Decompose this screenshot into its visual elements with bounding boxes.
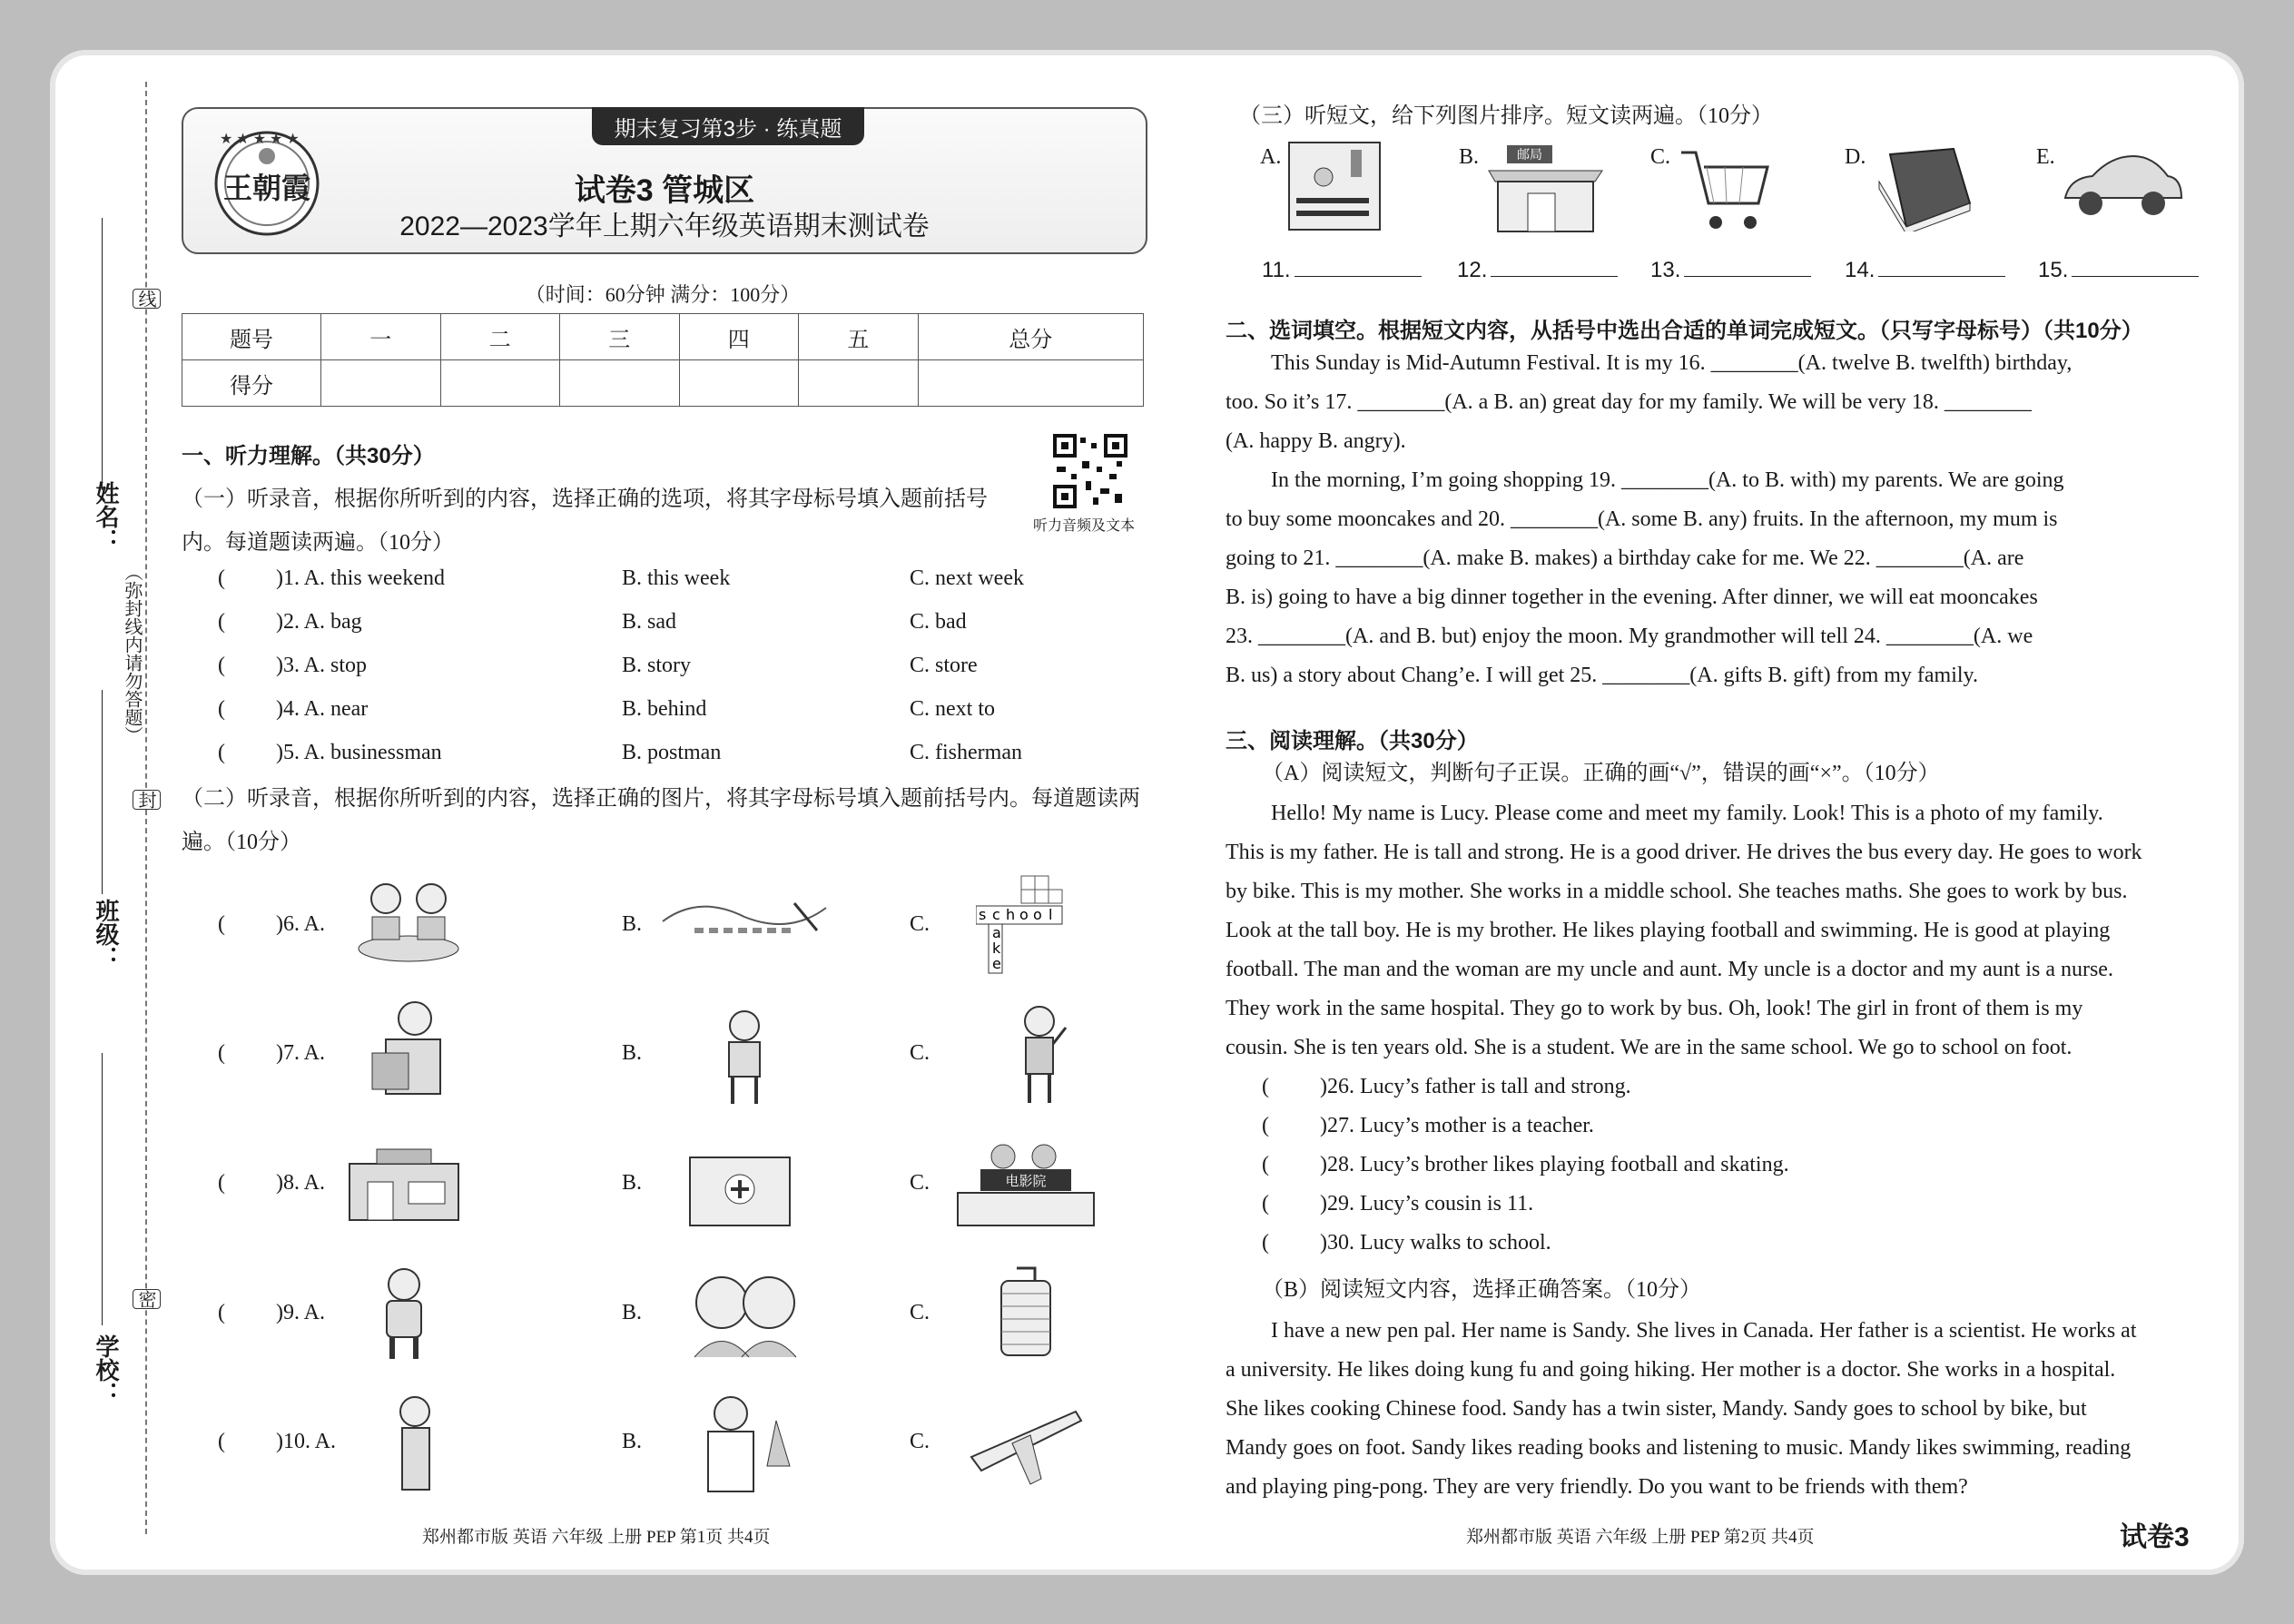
suitcase-picture	[994, 1266, 1058, 1366]
pic-label-d: D.	[1845, 145, 1866, 169]
part1-sec3-instruction: （三）听短文，给下列图片排序。短文读两遍。（10分）	[1239, 104, 1773, 128]
car-picture	[2061, 153, 2183, 225]
svg-text:a: a	[992, 924, 1001, 941]
exam-time: （时间：60分钟 满分：100分）	[525, 283, 801, 306]
option-c: C.	[910, 912, 930, 936]
answer-paren: (	[218, 1041, 225, 1065]
passage-b	[1226, 1318, 2188, 1513]
shop-picture	[340, 1146, 468, 1227]
option-c: C. next to	[910, 697, 995, 721]
option-a: )5. A. businessman	[276, 741, 442, 764]
option-b: B.	[622, 912, 643, 936]
passage-line: 23. ________(A. and B. but) enjoy the moon. My grandmother will tell 24. ________(A. we	[1226, 625, 2033, 648]
list-item	[1262, 1230, 1789, 1269]
option-b: B. this week	[622, 566, 731, 590]
score-header-cell: 总分	[918, 314, 1143, 360]
answer-paren: (	[1262, 1153, 1269, 1176]
list-item	[218, 912, 325, 937]
passage-line: to buy some mooncakes and 20. ________(A. some B. any) fruits. In the afternoon, my mum is	[1226, 507, 2058, 531]
passage-line: football. The man and the woman are my uncle and aunt. My uncle is a doctor and my aunt is a nurse.	[1226, 958, 2113, 981]
option-c: C. fisherman	[910, 741, 1022, 764]
svg-text:邮局: 邮局	[1517, 148, 1542, 162]
option-b: B.	[622, 1301, 643, 1324]
passage-line: She likes cooking Chinese food. Sandy has a twin sister, Mandy. Sandy goes to school by bike, but	[1226, 1397, 2087, 1421]
option-c: C.	[910, 1171, 930, 1195]
order-item-15	[2038, 256, 2202, 283]
option-b: B.	[622, 1171, 643, 1195]
astronaut-picture	[372, 1266, 436, 1366]
answer-paren: (	[218, 566, 225, 590]
list-item	[218, 566, 445, 591]
score-cell[interactable]	[679, 360, 799, 407]
exam-title: 试卷3 管城区	[574, 173, 755, 208]
score-header-cell: 二	[440, 314, 560, 360]
part1-title: 一、听力理解。（共30分）	[182, 444, 435, 468]
option-a: )6. A.	[276, 912, 325, 936]
hands-drawing-picture	[658, 885, 831, 962]
passage-line: B. us) a story about Chang’e. I will get 25. ________(A. gifts B. gift) from my family.	[1226, 664, 1978, 687]
answer-paren: (	[218, 1301, 225, 1324]
answer-paren: (	[218, 741, 225, 764]
option-b: B.	[622, 1430, 643, 1453]
answer-paren: (	[218, 1171, 225, 1195]
order-item-13	[1650, 256, 1815, 283]
answer-paren: (	[1262, 1075, 1269, 1098]
score-cell[interactable]	[799, 360, 919, 407]
secret-mark: 密	[133, 1289, 161, 1309]
class-blank[interactable]	[102, 690, 103, 894]
answer-paren: (	[218, 697, 225, 721]
paper-number-badge: 试卷3	[2120, 1522, 2190, 1552]
pic-label-c: C.	[1650, 145, 1671, 169]
svg-text:h: h	[1006, 906, 1016, 923]
item-number: 11.	[1262, 258, 1291, 282]
score-table	[182, 313, 1144, 407]
answer-paren: (	[1262, 1114, 1269, 1137]
score-header-cell: 五	[799, 314, 919, 360]
part2-title: 二、选词填空。根据短文内容，从括号中选出合适的单词完成短文。（只写字母标号）（共10分）	[1226, 319, 2143, 343]
list-item	[218, 1301, 325, 1325]
score-header-cell: 题号	[182, 314, 321, 360]
passage-line: This is my father. He is tall and strong. He is a good driver. He drives the bus every day. He goes to work	[1226, 841, 2142, 864]
school-blank[interactable]	[102, 1053, 103, 1325]
woman-with-bag-picture	[359, 999, 458, 1103]
judge-list	[1262, 1074, 1789, 1269]
svg-text:★ ★ ★ ★ ★: ★ ★ ★ ★ ★	[220, 132, 300, 147]
boy-standing-picture	[713, 1008, 776, 1112]
order-item-11	[1262, 256, 1425, 283]
option-b: B. postman	[622, 741, 722, 764]
option-c: C.	[910, 1301, 930, 1324]
score-header-cell: 三	[560, 314, 680, 360]
passage-line: Look at the tall boy. He is my brother. He likes playing football and swimming. He is good at playing	[1226, 919, 2111, 942]
list-item	[1262, 1113, 1789, 1152]
answer-blank[interactable]	[1878, 256, 2005, 277]
judge-statement: )26. Lucy’s father is tall and strong.	[1320, 1075, 1631, 1098]
exam-subtitle: 2022—2023学年上期六年级英语期末测试卷	[399, 212, 930, 241]
svg-text:o: o	[1033, 906, 1042, 923]
judge-statement: )27. Lucy’s mother is a teacher.	[1320, 1114, 1594, 1137]
order-item-12	[1457, 256, 1621, 283]
name-blank[interactable]	[102, 218, 103, 490]
line-mark: 线	[133, 289, 161, 309]
shopping-cart-picture	[1679, 145, 1770, 241]
judge-statement: )29. Lucy’s cousin is 11.	[1320, 1192, 1534, 1216]
score-cell[interactable]	[918, 360, 1143, 407]
list-item	[218, 1430, 336, 1454]
item-number: 15.	[2038, 258, 2069, 282]
svg-text:l: l	[1049, 906, 1053, 923]
cinema-picture	[953, 1142, 1098, 1233]
passage-line: (A. happy B. angry).	[1226, 429, 1406, 453]
svg-text:o: o	[1019, 906, 1029, 923]
option-a: )1. A. this weekend	[276, 566, 445, 590]
person-phone-picture	[386, 1393, 449, 1498]
list-item	[218, 697, 368, 722]
answer-blank[interactable]	[1491, 256, 1618, 277]
option-a: )10. A.	[276, 1430, 336, 1453]
pic-label-e: E.	[2036, 145, 2055, 169]
item-number: 12.	[1457, 258, 1488, 282]
list-item	[1262, 1152, 1789, 1191]
option-b: B.	[622, 1041, 643, 1065]
option-a: )9. A.	[276, 1301, 325, 1324]
svg-text:c: c	[992, 906, 1000, 923]
pic-label-b: B.	[1459, 145, 1480, 169]
list-item	[218, 610, 362, 635]
option-c: C. bad	[910, 610, 967, 634]
option-b: B. behind	[622, 697, 707, 721]
passage-line: I have a new pen pal. Her name is Sandy. She lives in Canada. Her father is a scientist. He works at	[1271, 1319, 2137, 1343]
answer-paren: (	[218, 610, 225, 634]
grandparents-picture	[685, 1266, 803, 1366]
answer-paren: (	[218, 912, 225, 936]
passage-line: a university. He likes doing kung fu and going hiking. Her mother is a doctor. She works in a hospital.	[1226, 1358, 2116, 1382]
hospital-picture	[681, 1139, 799, 1235]
school-label: 学校：	[92, 1334, 119, 1405]
option-c: C.	[910, 1041, 930, 1065]
qr-caption: 听力音频及文本	[1033, 518, 1136, 534]
option-a: )4. A. near	[276, 697, 369, 721]
answer-paren: (	[1262, 1231, 1269, 1255]
list-item	[218, 1041, 325, 1066]
svg-text:电影院: 电影院	[1005, 1173, 1047, 1189]
qr-code-icon[interactable]	[1053, 434, 1127, 508]
logo-text: 王朝霞	[222, 171, 311, 205]
part2-passage	[1226, 350, 2188, 702]
passage-line: by bike. This is my mother. She works in a middle school. She teaches maths. She goes to work by bus.	[1226, 880, 2128, 903]
passage-line: going to 21. ________(A. make B. makes) a birthday cake for me. We 22. ________(A. are	[1226, 546, 2024, 570]
plane-picture	[967, 1393, 1085, 1498]
score-cell[interactable]	[321, 360, 441, 407]
score-row-label: 得分	[182, 360, 321, 407]
score-cell[interactable]	[440, 360, 560, 407]
answer-blank[interactable]	[1295, 256, 1422, 277]
passage-line: cousin. She is ten years old. She is a student. We are in the same school. We go to school on foot.	[1226, 1036, 2072, 1059]
option-c: C. next week	[910, 566, 1024, 590]
option-c: C.	[910, 1430, 930, 1453]
post-office-picture	[1484, 143, 1607, 239]
answer-blank[interactable]	[1684, 256, 1811, 277]
option-a: )8. A.	[276, 1171, 325, 1195]
step-tag: 期末复习第3步 · 练真题	[592, 107, 864, 145]
crossing-road-picture	[1287, 141, 1383, 238]
svg-text:e: e	[992, 955, 1001, 972]
option-c: C. store	[910, 654, 978, 677]
score-header-cell: 一	[321, 314, 441, 360]
exam-header	[182, 107, 1147, 254]
passage-line: They work in the same hospital. They go to work by bus. Oh, look! The girl in front of them is my	[1226, 997, 2083, 1020]
part1-sec2-instruction: （二）听录音，根据你所听到的内容，选择正确的图片，将其字母标号填入题前括号内。每道题读两遍。（10分）	[182, 787, 1140, 854]
judge-statement: )28. Lucy’s brother likes playing football and skating.	[1320, 1153, 1789, 1176]
seal-mark: 封	[133, 790, 161, 810]
answer-paren: (	[218, 1430, 225, 1453]
scientist-microscope-picture	[690, 1393, 808, 1498]
footer-left: 郑州都市版 英语 六年级 上册 PEP 第1页 共4页	[422, 1528, 771, 1547]
passage-line: This Sunday is Mid-Autumn Festival. It is my 16. ________(A. twelve B. twelfth) birthday,	[1271, 351, 2072, 375]
judge-statement: )30. Lucy walks to school.	[1320, 1231, 1551, 1255]
crossword-picture	[976, 871, 1076, 980]
option-a: )2. A. bag	[276, 610, 362, 634]
book-picture	[1872, 145, 1972, 236]
footer-right: 郑州都市版 英语 六年级 上册 PEP 第2页 共4页	[1466, 1528, 1815, 1547]
list-item	[218, 654, 367, 678]
part1-sec1-instruction: （一）听录音，根据你所听到的内容，选择正确的选项，将其字母标号填入题前括号内。每道题读两遍。（10分）	[182, 487, 988, 555]
list-item	[218, 1171, 325, 1196]
answer-blank[interactable]	[2072, 256, 2199, 277]
passage-line: In the morning, I’m going shopping 19. ________(A. to B. with) my parents. We are going	[1271, 468, 2064, 492]
passage-line: Mandy goes on foot. Sandy likes reading books and listening to music. Mandy likes swimming, reading	[1226, 1436, 2132, 1460]
score-cell[interactable]	[560, 360, 680, 407]
part3-title: 三、阅读理解。（共30分）	[1226, 729, 1479, 753]
item-number: 14.	[1845, 258, 1876, 282]
option-b: B. sad	[622, 610, 676, 634]
list-item	[218, 741, 442, 765]
part3-secB-instruction: （B）阅读短文内容，选择正确答案。（10分）	[1262, 1278, 1702, 1302]
passage-line: B. is) going to have a big dinner together in the evening. After dinner, we will eat mooncakes	[1226, 586, 2038, 609]
passage-line: and playing ping-pong. They are very friendly. Do you want to be friends with them?	[1226, 1475, 1968, 1499]
pic-label-a: A.	[1260, 145, 1282, 169]
answer-paren: (	[1262, 1192, 1269, 1216]
boy-waving-picture	[1008, 1003, 1071, 1112]
answer-paren: (	[218, 654, 225, 677]
item-number: 13.	[1650, 258, 1681, 282]
score-header-cell: 四	[679, 314, 799, 360]
part3-secA-instruction: （A）阅读短文，判断句子正误。正确的画“√”，错误的画“×”。（10分）	[1262, 762, 1940, 785]
order-item-14	[1845, 256, 2009, 283]
svg-text:s: s	[979, 906, 987, 923]
passage-line: too. So it’s 17. ________(A. a B. an) great day for my family. We will be very 18. ________	[1226, 390, 2032, 414]
option-b: B. story	[622, 654, 692, 677]
name-label: 姓名：	[92, 481, 119, 552]
seal-notice: （弥封线内请勿答题）	[122, 563, 143, 744]
svg-text:k: k	[992, 940, 1001, 957]
list-item	[1262, 1191, 1789, 1230]
option-a: )3. A. stop	[276, 654, 368, 677]
passage-line: Hello! My name is Lucy. Please come and meet my family. Look! This is a photo of my family.	[1271, 802, 2103, 825]
option-a: )7. A.	[276, 1041, 325, 1065]
children-eating-picture	[354, 876, 463, 971]
list-item	[1262, 1074, 1789, 1113]
class-label: 班级：	[92, 899, 119, 969]
passage-a	[1226, 801, 2188, 1074]
